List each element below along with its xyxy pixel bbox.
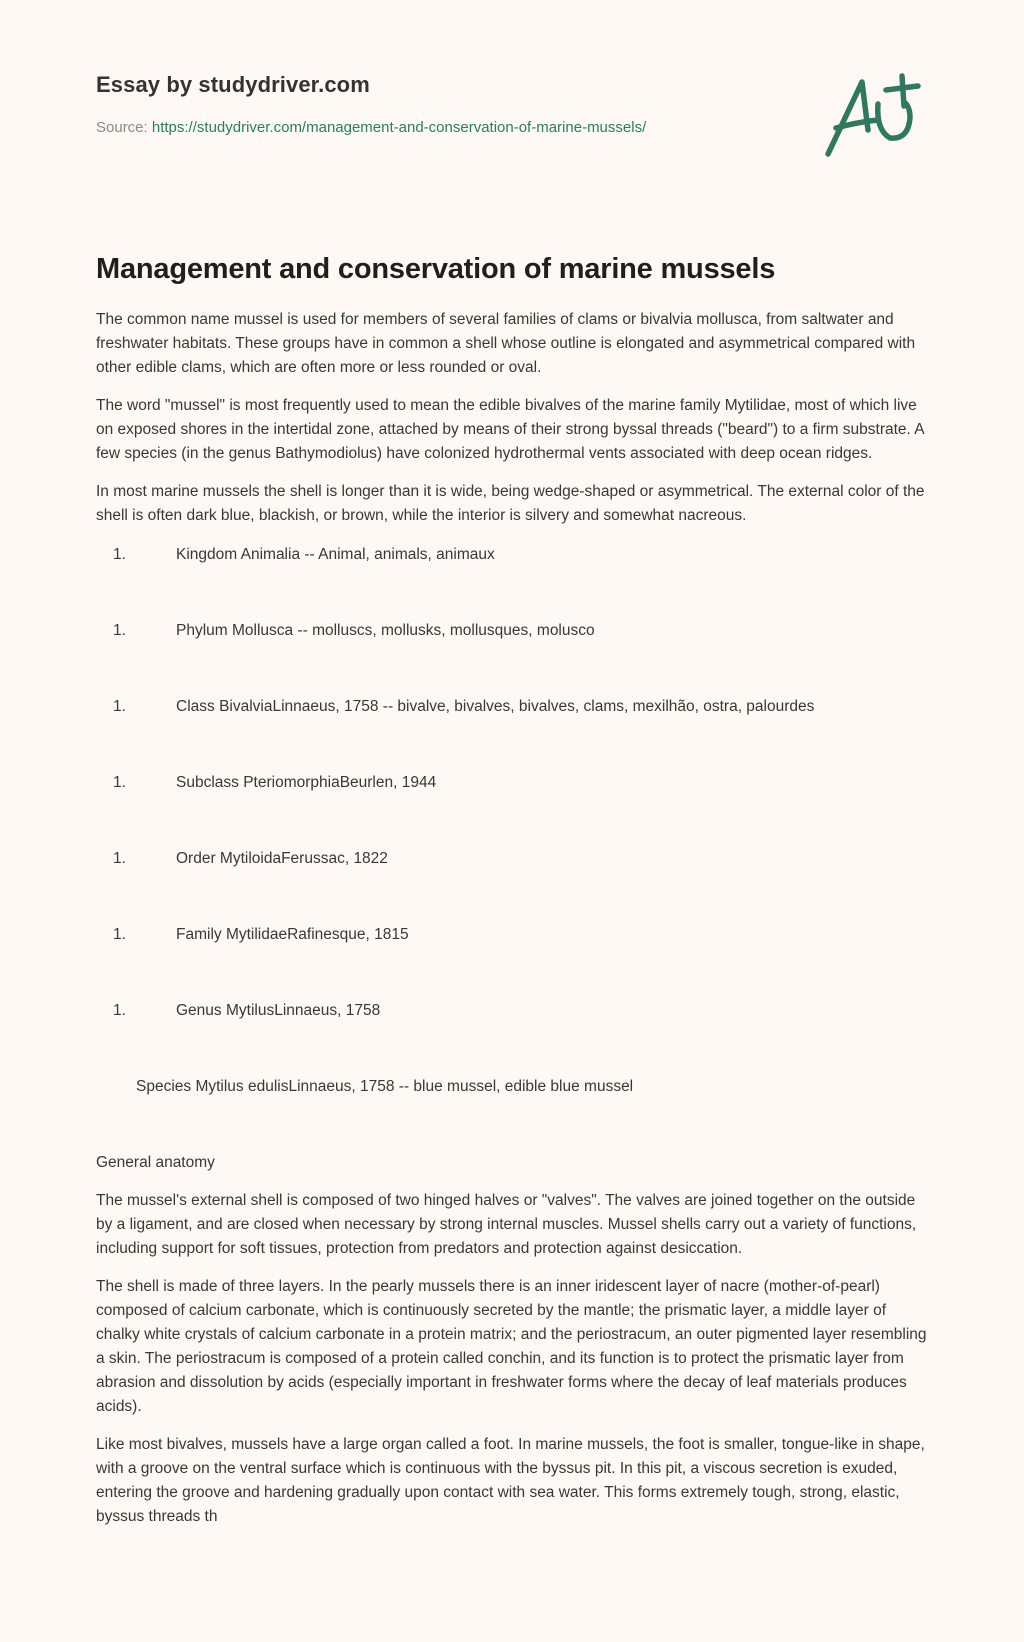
- taxonomy-list: [96, 543, 928, 1023]
- taxonomy-item: [96, 847, 928, 871]
- a-plus-grade-icon: [820, 68, 930, 168]
- taxonomy-item: [96, 999, 928, 1023]
- taxonomy-text: Genus MytilusLinnaeus, 1758: [176, 1001, 381, 1019]
- taxonomy-text: Class BivalviaLinnaeus, 1758 -- bivalve, bivalves, bivalves, clams, mexilhão, ostra, palourdes: [176, 697, 815, 715]
- intro-paragraph: The word "mussel" is most frequently used to mean the edible bivalves of the marine family Mytilidae, most of which live on exposed shores in the intertidal zone, attached by means of their strong byssal threads ("beard") to a firm substrate. A few species (in the genus Bathymodiolus) have colonized hydrothermal vents associated with deep ocean ridges.: [96, 396, 924, 462]
- taxonomy-item: [96, 695, 928, 719]
- taxonomy-text: Family MytilidaeRafinesque, 1815: [176, 925, 409, 943]
- section-heading: General anatomy: [96, 1153, 215, 1171]
- list-number: 1.: [113, 773, 126, 791]
- anatomy-paragraph: The mussel's external shell is composed of two hinged halves or "valves". The valves are joined together on the outside by a ligament, and are closed when necessary by strong internal muscles. Mussel shells carry out a variety of functions, including support for soft tissues, protection from predators and protection against desiccation.: [96, 1191, 917, 1257]
- taxonomy-item: [96, 923, 928, 947]
- source-line: [96, 119, 796, 136]
- taxonomy-text: Kingdom Animalia -- Animal, animals, animaux: [176, 545, 495, 563]
- site-title: Essay by studydriver.com: [96, 72, 370, 97]
- taxonomy-item: [96, 619, 928, 643]
- source-label: Source:: [96, 119, 152, 136]
- intro-paragraph: In most marine mussels the shell is longer than it is wide, being wedge-shaped or asymmetrical. The external color of the shell is often dark blue, blackish, or brown, while the interior is silvery and somewhat nacreous.: [96, 482, 925, 524]
- page-header: [96, 72, 796, 136]
- intro-paragraph: The common name mussel is used for members of several families of clams or bivalvia mollusca, from saltwater and freshwater habitats. These groups have in common a shell whose outline is elongated and asymmetrical compared with other edible clams, which are often more or less rounded or oval.: [96, 310, 916, 376]
- document-body: [96, 252, 928, 1529]
- source-link[interactable]: https://studydriver.com/management-and-conservation-of-marine-mussels/: [151, 119, 647, 136]
- list-number: 1.: [113, 849, 126, 867]
- list-number: 1.: [113, 621, 126, 639]
- list-number: 1.: [113, 545, 126, 563]
- list-number: 1.: [113, 697, 126, 715]
- taxonomy-item: [96, 543, 928, 567]
- list-number: 1.: [113, 1001, 126, 1019]
- species-line: Species Mytilus edulisLinnaeus, 1758 -- blue mussel, edible blue mussel: [136, 1077, 634, 1095]
- taxonomy-item: [96, 771, 928, 795]
- document-title: Management and conservation of marine mussels: [96, 253, 776, 285]
- taxonomy-text: Order MytiloidaFerussac, 1822: [176, 849, 388, 867]
- anatomy-paragraph: The shell is made of three layers. In the pearly mussels there is an inner iridescent layer of nacre (mother-of-pearl) composed of calcium carbonate, which is continuously secreted by the mantle; the prismatic layer, a middle layer of chalky white crystals of calcium carbonate in a protein matrix; and the periostracum, an outer pigmented layer resembling a skin. The periostracum is composed of a protein called conchin, and its function is to protect the prismatic layer from abrasion and dissolution by acids (especially important in freshwater forms where the decay of leaf materials produces acids).: [96, 1277, 927, 1415]
- taxonomy-text: Phylum Mollusca -- molluscs, mollusks, mollusques, molusco: [176, 621, 595, 639]
- taxonomy-text: Subclass PteriomorphiaBeurlen, 1944: [176, 773, 437, 791]
- anatomy-paragraph: Like most bivalves, mussels have a large organ called a foot. In marine mussels, the foot is smaller, tongue-like in shape, with a groove on the ventral surface which is continuous with the byssus pit. In this pit, a viscous secretion is exuded, entering the groove and hardening gradually upon contact with sea water. This forms extremely tough, strong, elastic, byssus threads th: [96, 1435, 925, 1525]
- list-number: 1.: [113, 925, 126, 943]
